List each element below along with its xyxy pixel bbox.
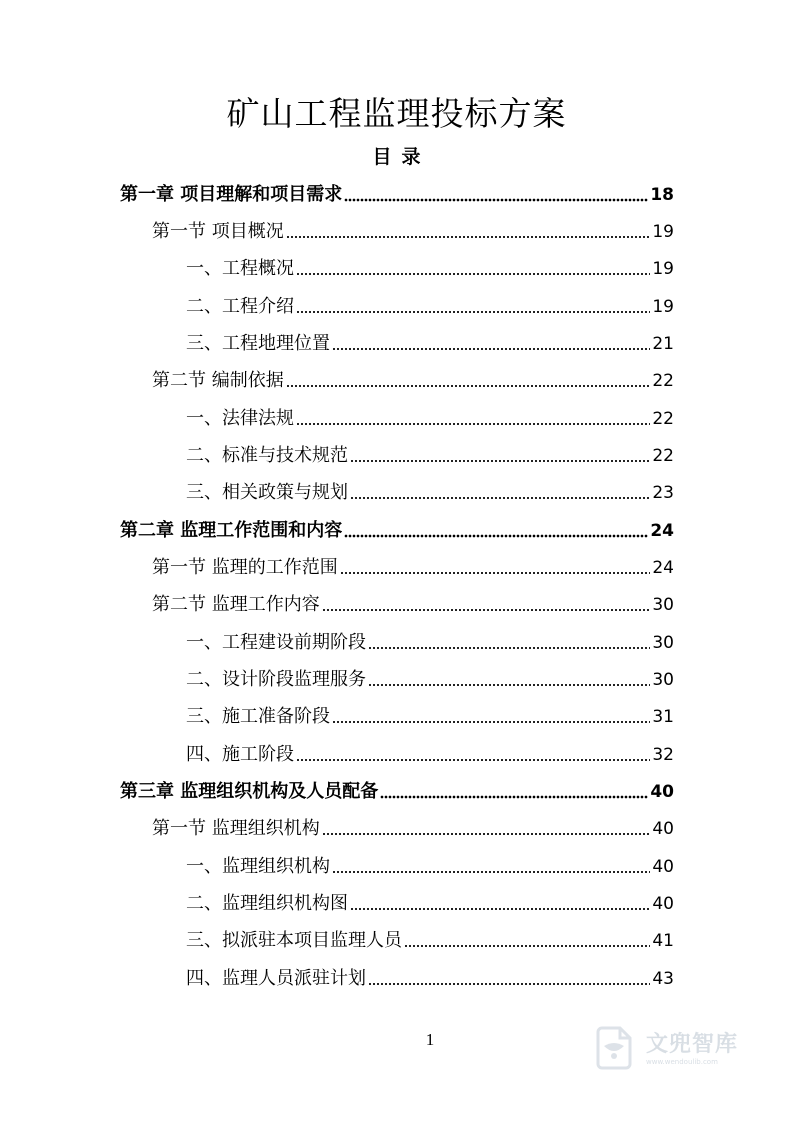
toc-leader <box>296 420 650 426</box>
toc-leader <box>340 569 651 575</box>
toc-entry[interactable] <box>186 329 674 357</box>
toc-entry[interactable] <box>186 740 674 768</box>
toc-leader <box>344 532 648 538</box>
toc-leader <box>368 980 650 986</box>
toc-entry-page: 24 <box>650 521 674 541</box>
toc-entry[interactable] <box>120 516 674 544</box>
toc-leader <box>296 308 650 314</box>
doc-logo-icon <box>588 1020 640 1072</box>
toc-entry[interactable] <box>186 404 674 432</box>
toc-entry-label: 三、相关政策与规划 <box>186 482 348 503</box>
toc-leader <box>322 830 651 836</box>
toc-leader <box>404 942 650 948</box>
watermark-url: www.wendoulib.com <box>646 1057 718 1066</box>
toc-entry-page: 22 <box>652 446 674 466</box>
toc-leader <box>380 793 648 799</box>
toc-entry-label: 第一节 监理的工作范围 <box>152 557 338 578</box>
toc-leader <box>296 270 650 276</box>
toc-heading: 目录 <box>372 146 431 168</box>
toc-entry[interactable] <box>186 628 674 656</box>
toc-entry[interactable] <box>152 366 674 394</box>
toc-entry-label: 第二节 编制依据 <box>152 370 284 391</box>
toc-leader <box>332 868 650 874</box>
toc-entry-page: 24 <box>652 558 674 578</box>
toc-entry-label: 一、法律法规 <box>186 408 294 429</box>
toc-entry[interactable] <box>152 553 674 581</box>
toc-entry[interactable] <box>120 180 674 208</box>
toc-entry-label: 一、监理组织机构 <box>186 856 330 877</box>
toc-entry-label: 第二章 监理工作范围和内容 <box>120 520 343 541</box>
toc-entry-page: 23 <box>652 483 674 503</box>
toc-leader <box>368 681 650 687</box>
toc-entry-label: 第一节 项目概况 <box>152 221 284 242</box>
toc-leader <box>344 196 648 202</box>
toc-entry-label: 一、工程建设前期阶段 <box>186 632 366 653</box>
toc-entry[interactable] <box>186 292 674 320</box>
toc-leader <box>286 382 651 388</box>
toc-entry[interactable] <box>186 665 674 693</box>
toc-entry-label: 第二节 监理工作内容 <box>152 594 320 615</box>
toc-entry-page: 19 <box>652 222 674 242</box>
toc-entry[interactable] <box>120 777 674 805</box>
toc-entry[interactable] <box>186 926 674 954</box>
watermark-name: 文兜智库 <box>646 1031 739 1057</box>
toc-entry-label: 一、工程概况 <box>186 258 294 279</box>
toc-entry[interactable] <box>186 702 674 730</box>
toc-entry[interactable] <box>152 590 674 618</box>
toc-entry[interactable] <box>186 441 674 469</box>
toc-entry-page: 30 <box>652 595 674 615</box>
toc-entry[interactable] <box>152 217 674 245</box>
toc-entry[interactable] <box>186 852 674 880</box>
toc-leader <box>368 644 650 650</box>
toc-leader <box>350 905 650 911</box>
toc-entry-label: 二、监理组织机构图 <box>186 893 348 914</box>
toc-entry-label: 二、设计阶段监理服务 <box>186 669 366 690</box>
toc-leader <box>332 718 650 724</box>
toc-entry-page: 41 <box>652 931 674 951</box>
toc-leader <box>332 345 650 351</box>
toc-entry-page: 22 <box>652 371 674 391</box>
toc-leader <box>350 457 650 463</box>
toc-entry-label: 三、拟派驻本项目监理人员 <box>186 930 402 951</box>
toc-entry-page: 31 <box>652 707 674 727</box>
toc-entry[interactable] <box>186 964 674 992</box>
toc-entry-label: 三、施工准备阶段 <box>186 706 330 727</box>
toc-entry-page: 30 <box>652 633 674 653</box>
toc-leader <box>296 756 650 762</box>
toc-entry-page: 40 <box>652 894 674 914</box>
toc-entry-label: 四、监理人员派驻计划 <box>186 968 366 989</box>
page-number: 1 <box>425 1030 435 1049</box>
toc-entry-label: 四、施工阶段 <box>186 744 294 765</box>
watermark <box>588 1018 758 1074</box>
toc-entry-page: 40 <box>652 857 674 877</box>
toc-entry-page: 19 <box>652 297 674 317</box>
toc-leader <box>286 233 651 239</box>
toc-entry-page: 19 <box>652 259 674 279</box>
toc-entry-label: 二、标准与技术规范 <box>186 445 348 466</box>
toc-entry-page: 40 <box>650 782 674 802</box>
toc-entry-page: 21 <box>652 334 674 354</box>
toc-entry[interactable] <box>186 889 674 917</box>
toc-entry[interactable] <box>186 478 674 506</box>
toc-entry-label: 第三章 监理组织机构及人员配备 <box>120 781 379 802</box>
document-title: 矿山工程监理投标方案 <box>226 94 567 133</box>
toc-entry-label: 三、工程地理位置 <box>186 333 330 354</box>
toc-entry-page: 18 <box>650 185 674 205</box>
toc-leader <box>350 494 650 500</box>
toc-entry[interactable] <box>152 814 674 842</box>
toc-entry-label: 第一章 项目理解和项目需求 <box>120 184 343 205</box>
toc-entry-label: 第一节 监理组织机构 <box>152 818 320 839</box>
toc-entry-page: 32 <box>652 745 674 765</box>
toc-entry-page: 22 <box>652 409 674 429</box>
toc-entry-page: 30 <box>652 670 674 690</box>
toc-entry-page: 40 <box>652 819 674 839</box>
watermark-text <box>646 1027 738 1066</box>
toc-entry-label: 二、工程介绍 <box>186 296 294 317</box>
toc-leader <box>322 606 651 612</box>
toc-entry-page: 43 <box>652 969 674 989</box>
toc-entry[interactable] <box>186 254 674 282</box>
